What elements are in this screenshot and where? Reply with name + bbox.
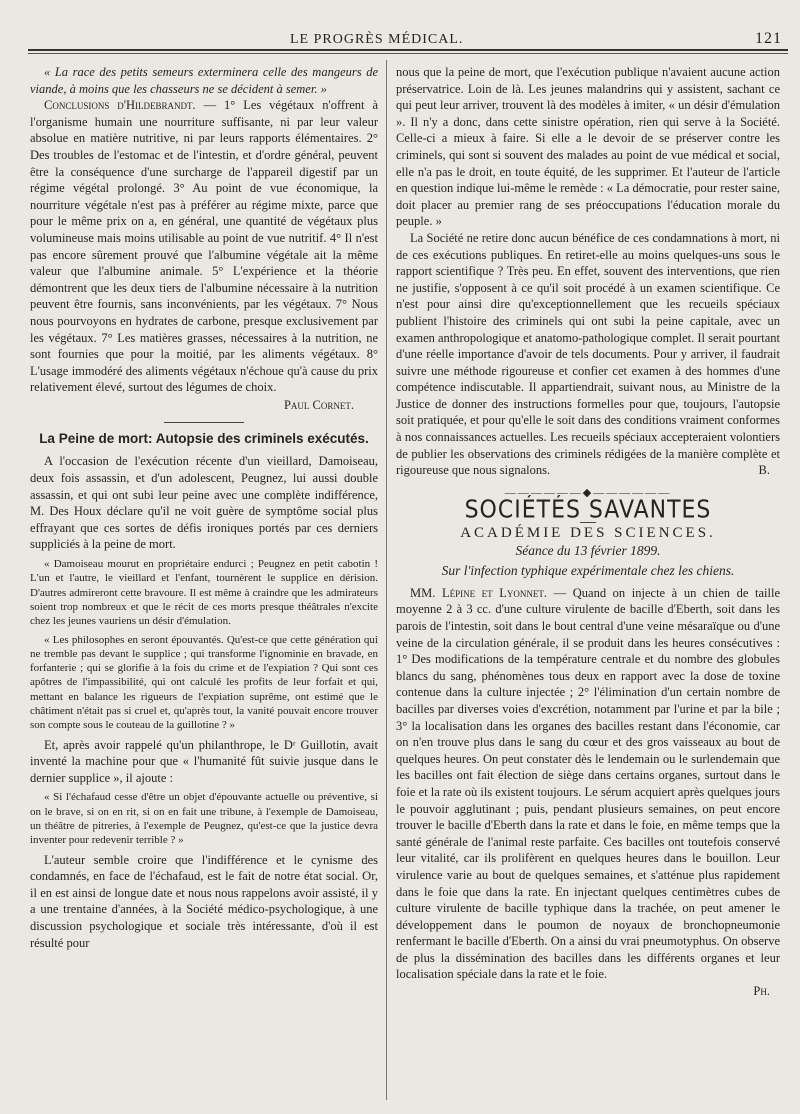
- quotation-block: [30, 557, 378, 733]
- quote-paragraph: « Damoiseau mourut en propriétaire endurci ; Peugnez en petit cabotin ! L'un et l'autre, le vieillard et l'enfant, tournèrent le supplice en dérision. D'autres admireront cette bravoure. Il est même à craindre que les admirateurs soient trop nombreux et que le récit de ces morts presque théâtrales n'excite chez les jeunes vauriens un désir d'émulation.: [30, 558, 378, 628]
- journal-title: LE PROGRÈS MÉDICAL.: [290, 32, 464, 47]
- quote-paragraph: « Les philosophes en seront épouvantés. Qu'est-ce que cette génération qui ne tremble pas devant le supplice ; qui transforme l'ignominie en bravade, en forfanterie ; qui se glorifie à la fois du crime et de l'expiation ? Qui sont ces apôtres de l'impassibilité, qui ont calculé les profits de leur forfait et qui, mettant en balance les rigueurs de l'expiation suprême, ont estimé que le châtiment n'était pas si cruel et, qu'après tout, la vanité pouvait encore trouver son compte sous le couteau de la guillotine ? »: [30, 633, 378, 732]
- conclusions-label: Conclusions d'Hildebrandt.: [44, 98, 196, 113]
- academy-heading: ACADÉMIE DES SCIENCES.: [460, 525, 716, 542]
- signature-cornet: Paul Cornet.: [283, 397, 354, 412]
- article-paragraph: Et, après avoir rappelé qu'un philanthrope, le Dʳ Guillotin, avait inventé la machine pour que « l'humanité fût suivie jusque dans le dernier supplice », il ajoute :: [30, 737, 378, 785]
- quote-paragraph: « Si l'échafaud cesse d'être un objet d'épouvante actuelle ou préventive, si on le brave, si on en rit, si on en fait une tribune, à l'exemple de Damoiseau, un théâtre de pitreries, à l'exemple de Peugnez, qu'est-ce que la justice devra inventer pour redevenir terrible ? »: [30, 791, 378, 847]
- section-title: SOCIÉTÉS SAVANTES: [464, 496, 712, 525]
- ornament-divider: ——————◆——————: [504, 486, 672, 499]
- communication-title: Sur l'infection typhique expérimentale chez les chiens.: [441, 563, 735, 579]
- article-paragraph: [396, 230, 780, 479]
- article-paragraph: A l'occasion de l'exécution récente d'un vieillard, Damoiseau, deux fois assassin, et d'un adolescent, Peugnez, lui aussi double assassin, et qui ont subi leur peine avec une complète indifférence, M. Des Houx déclare qu'il ne voit guère de symptôme social plus effrayant que ces sortes de défis ironiques portés par ces derniers suppliciés à la peine de mort.: [30, 454, 378, 552]
- article-paragraph: L'auteur semble croire que l'indifférence et le cynisme des condamnés, en face de l'échafaud, est le fait de notre état social. Or, il en est ainsi de longue date et nous nous rappelons avoir assisté, il y a une trentaine d'années, à la Société médico-psychologique, à une discussion psychologique et sociale très intéressante, d'où il est résulté pour: [30, 852, 378, 950]
- article-paragraph: nous que la peine de mort, que l'exécution publique n'avaient aucune action préservatrice. Loin de là. Les jeunes malandrins qui y assistent, sachant ce qui peut leur arriver, trouvent là des modèles à imiter, « un désir d'émulation ». Il n'y a donc, dans cette sinistre opération, rien qui serve à la Société. Celle-ci a mieux à faire. Si elle a le devoir de se préserver contre les criminels, qui sont si souvent des malades au point de vue médical et social, elle n'a pas le droit, en toute équité, de les supprimer. Et l'auteur de l'article en question indique lui-même le remède : « La démocratie, pour rester saine, doit placer au premier rang de ses préoccupations l'éducation morale du peuple. »: [396, 65, 780, 229]
- article-paragraph-text: La Société ne retire donc aucun bénéfice de ces condamnations à mort, ni de ces exécutions publiques. En retiret-elle au moins quelques-uns sous le rapport scientifique ? Très peu. En effet, souvent des interventions, que rien ne justifie, s'opposent à ce qu'il soit procédé à un examen scientifique. Ce n'est pour ainsi dire qu'exceptionnellement que les recueils spéciaux publient l'histoire des criminels qui ont subi la peine capitale, avec un examen anthropologique et anatomo-pathologique complet. Il serait pourtant d'une réelle importance d'avoir de tels documents. Pour y arriver, il faudrait suivre une méthode rigoureuse et confier cet examen à des hommes d'une compétence indiscutable. Il appartiendrait, suivant nous, au Ministre de la Justice de donner des instructions formelles pour que, toujours, l'autopsie soit pratiquée, et pour qu'elle le soit dans des conditions vraiment conformes à nos connaissances actuelles. Les recueils spéciaux accepteraient volontiers de publier les observations des criminels rédigées de la manière complète et rigoureuse que nous signalons.: [396, 230, 780, 478]
- communication-text: — Quand on injecte à un chien de taille moyenne 2 à 3 cc. d'une culture virulente de bacille d'Eberth, soit dans les parois de l'intestin, soit dans le bout central d'une veine mésaraïque ou d'une veine de la circulation générale, il se produit dans les heures consécutives : 1° Des modifications de la température centrale et du nombre des globules blancs du sang, phénomènes tous deux en rapport avec la dose de toxine contenue dans la culture injectée ; 2° l'élimination d'un certain nombre de bacilles par diverses voies d'excrétion, notamment par l'urine et par la bile ; 3° la localisation dans les organes des bacilles restant dans l'économie, car on n'en trouve plus dans le sang du cœur et des gros vaisseaux au bout de quelques heures. On peut constater dès le lendemain ou le surlendemain que les bacilles ont fait élection de siège dans certains organes, surtout dans le foie et la rate où ils existent toujours. Le sérum acquiert après quelques jours le pouvoir agglutinant ; puis, pendant plusieurs semaines, on peut encore trouver le bacille d'Eberth dans la rate et dans le foie, en même temps que la santé générale de l'animal reste parfaite. Ces bacilles ont toutefois conservé leur vitalité, car ils prolifèrent en quelques heures dans le bouillon. Leur virulence varie au bout de quelques semaines, et s'atténue plus rapidement dans le foie que dans la rate. En injectant quelques centimètres cubes de culture virulente de bacille typhique dans la trachée, on peut amener le développement dans le poumon de noyaux de bronchopneumonie renfermant le bacille d'Eberth. On a ainsi du vrai pneumotyphus. On observe de plus la dissémination des bacilles dans les différents organes et leur localisation spéciale dans la rate et le foie.: [396, 585, 780, 982]
- column-divider: [386, 60, 387, 1100]
- article-title: La Peine de mort: Autopsie des criminels exécutés.: [39, 431, 369, 447]
- quote-paragraph: « La race des petits semeurs exterminera celle des mangeurs de viande, à moins que les chasseurs ne se décident à semer. »: [30, 65, 378, 96]
- page-number: 121: [755, 30, 782, 47]
- left-column: [30, 64, 378, 951]
- conclusions-text: — 1° Les végétaux n'offrent à l'organisme humain une nourriture suffisante, ni par leur valeur absolue en matière nutritive, ni par leurs rapports élémentaires. 2° Des troubles de l'estomac et de l'intestin, et d'ordre général, peuvent être la conséquence d'une surcharge de l'appareil digestif par un régime végétal prolongé. 3° Au point de vue économique, la nourriture végétale n'est pas à préférer au régime mixte, parce que pour le même prix on a, en général, une quantité de végétaux plus volumineuse mais moins utilisable au point de vue nutritif. 4° Il n'est pas encore sûrement prouvé que l'albumine végétale ait la même valeur que l'albumine animale. 5° L'expérience et la théorie démontrent que les deux tiers de l'albumine nécessaire à la nutrition peuvent être fournis, sans inconvénients, par les végétaux. 7° Nous nous pourvoyons en hydrates de carbone, presque exclusivement par les végétaux. 7° Les matières grasses, nécessaires à la nutrition, ne sont fournies que pour la moitié, par les aliments végétaux. 8° L'usage immodéré des aliments végétaux n'échoue qu'à cause du prix relativement élevé, surtout des légumes de choix.: [30, 98, 378, 395]
- conclusions-paragraph: [30, 97, 378, 396]
- signature-ph: Ph.: [753, 984, 770, 999]
- authors: MM. Lépine et Lyonnet.: [410, 585, 548, 600]
- header-rule-thin: [28, 53, 788, 54]
- session-date: Séance du 13 février 1899.: [515, 542, 661, 558]
- quotation-block: [30, 790, 378, 847]
- right-column: [396, 64, 780, 1000]
- communication-paragraph: [396, 585, 780, 983]
- signature-b: B.: [758, 463, 770, 478]
- header-rule: [28, 49, 788, 51]
- separator-rule: [164, 422, 244, 423]
